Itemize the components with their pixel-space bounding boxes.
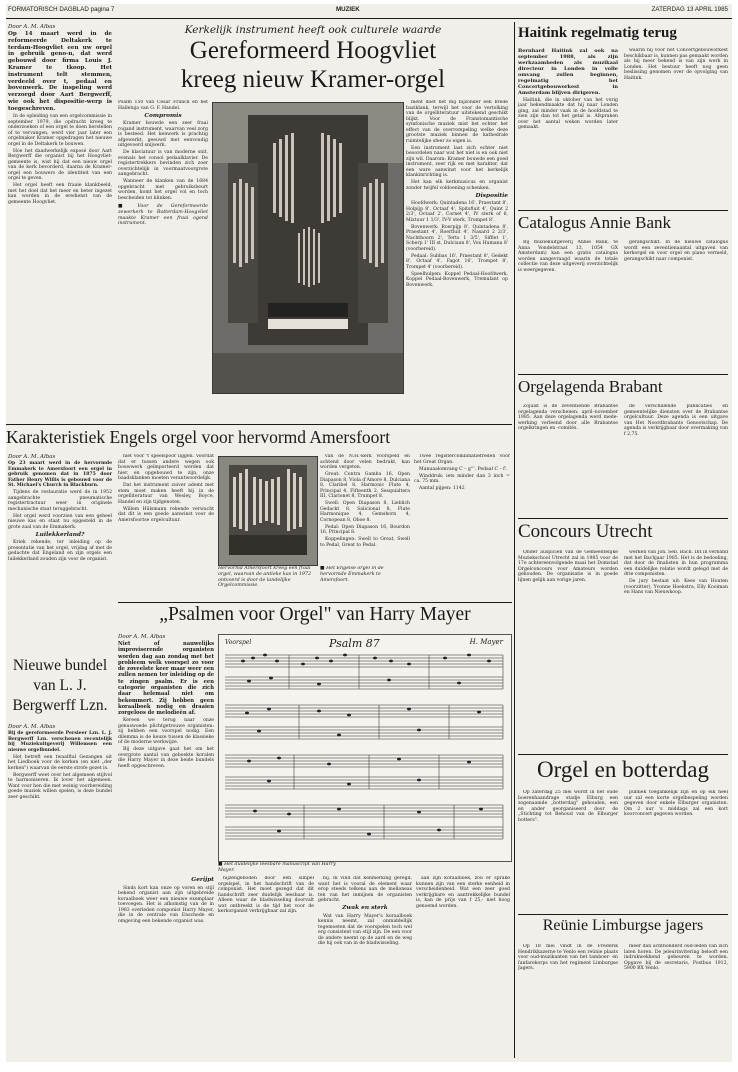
subheading-compromis: Compromis xyxy=(144,112,182,119)
engels-spec: Manuaalomvang C – g'''. Pedaal C – f'. xyxy=(419,466,508,472)
header-date: ZATERDAG 13 APRIL 1985 xyxy=(651,6,728,13)
divider xyxy=(518,914,728,915)
left-column-article xyxy=(8,24,112,419)
reunie-title: Reünie Limburgse jagers xyxy=(542,918,704,934)
reunie-column-2 xyxy=(624,944,728,1058)
engels-spec: Pedal: Open Diapason 16, Bourdon 16, Principal 8. xyxy=(320,524,410,535)
score-caption: ■ Het duidelijke leesbare manuscript van Harry Mayer. xyxy=(218,862,336,873)
header-left: FORMATORISCH DAGBLAD pagina 7 xyxy=(8,6,115,13)
psalmen-paragraph: Wat van Harry Mayer's koraalboek kennis neemt, zal onmiddellijk tegemoeten dat de voorspelen toch wel erg consistent van stijl zijn. De een voor de andere neemt op de aard en de weg die hij ook van in de bladwisseling. xyxy=(318,913,412,946)
article-lead: Op 14 maart werd in de reformeerde Deltakerk te terdam-Hoogvliet een uw orgel in gebruik geno-n, dat werd gebouwd door firma Louis J. Kramer te tkoop. Het instrument telt stemmen, verdeeld over t, pedaal en bovenwerk. De inspeling werd verzorgd door Aart Bergwerff, wie ook het dispositie-werp is toegeschreven. xyxy=(8,31,112,112)
psalmen-paragraph: Kereen we terug naar onze genuswoede plichtgetrouwe organisten: zij hebben een voorspel nodig. Een dilemma is de keuze tussen de klassieke of de moderne werkwijze. xyxy=(118,718,214,746)
psalmen-paragraph: Sinds kort kan onze op voren en stijl bekend organist aan zijn uitgebreide koraalboek weer een nieuwe exemplaar toevoegen. Het is afkomstig van de in 1983 overleden componist Harry Mayer, die in de centrale van Enschede en omgeving een bekende organist was. xyxy=(118,885,214,924)
engels-caption-right: ■ Het Engelse orgel in de hervormde Emmakerk te Amersfoort. xyxy=(320,566,384,583)
article-intro: Psalm 150 van César Franck en het Halleluja van G. F. Handel. xyxy=(118,100,208,111)
annie-bank-column-2 xyxy=(624,240,728,370)
organ-illustration xyxy=(213,103,403,393)
orgelagenda-column-1 xyxy=(518,404,618,514)
divider xyxy=(6,424,512,425)
reunie-paragraph: meer dan achthonderd oud-leden van zich laten horen. De jeleurinvitering belooft een indrukwekkend gebeuren te worden. Opgave bij de secretaris, Postbus 1912, 5900 BX Venlo. xyxy=(624,944,728,971)
score-title: Psalm 87 xyxy=(329,637,380,650)
dispositie-paragraph: Pedaal: Subbas 16', Praestant 8', Gedekt 8', Octaaf 4', Fagot 16', Trompet 8', Trompet 4' (voorbereid). xyxy=(406,253,508,270)
dispositie-paragraph: Speelhulpen: Koppel Pedaal-Hoofdwerk, Koppel Pedaal-Bovenwerk, Tremulant op Bovenwerk. xyxy=(406,271,508,288)
engels-lead: Op 23 maart werd in de hervormde Emmakerk te Amersfoort een orgel in gebruik genomen dat in 1875 door Father Henry Willis is gebouwd voor de St. Michael's Church in Blackburn. xyxy=(8,461,112,488)
organ-photo xyxy=(212,102,404,394)
bundel-paragraph: Het betreft een twaalftal Gezangen uit het Liedboek voor de kerken (en niet „der kerken") waarvan de eerste strofe gezet is. xyxy=(8,754,112,771)
engels-column-2 xyxy=(118,454,214,604)
botterdag-column-1 xyxy=(518,790,618,910)
engels-paragraph: niet voor 't speelspoor liggen. Voordat dat er tussen andere wegen ook bouwwerk geïmporteerd werden dat hier, en opgebouwd te zijn, onze baadsklanken moeten verantwoordelijk. xyxy=(118,454,214,481)
engels-paragraph: Dat het instrument zuiver ademt met stem moet maken heeft bij in de orgelliteratuur van Wesley, Boyce, Handel en zijn tijdgenoten. xyxy=(118,483,214,505)
photo-caption: ■ Voor de Gereformeerde zewerkerk te Rotterdam-Hoogvliet maakte Kramer een fraai ogend instrument. xyxy=(118,204,208,227)
score-right-label: H. Mayer xyxy=(469,638,503,646)
newspaper-page xyxy=(6,4,732,1062)
haitink-column-2 xyxy=(624,48,728,208)
concours-jury: De jury bestaat uit: Kees van Houten (voorzitter), Yvonne Hoekstra, Elly Kooiman en Hans van Nieuwkoop. xyxy=(624,579,728,595)
annie-bank-paragraph: gerangschikt. In de nieuwe catalogus wordt een zeventienaantal uitgaven van kerkorgel en voor orgel en piano vermeld, gerangschikt naar componist. xyxy=(624,240,728,262)
orgelagenda-paragraph: Zojuist is de zeventiende Brabantse orgelagenda verschenen: april–november 1985. Aan deze orgelagenda werd mede-werking verleend door alle Brabantse orgelkringen en -comités. xyxy=(518,404,618,431)
psalmen-paragraph: hijzengeboden door een simpel orgelspel, in het handschrift van de componist. Het moet gezegd dat dit handschrift zeer duidelijk leesbaar is. Alleen waar de bladwisseling doorvalt wat ontbreekt is de tijd het voor de kerkorganist verkrijgbaar zal zijn. xyxy=(218,876,314,914)
article-paragraph: ment doet het mij bijzonder een brede baziklank, terwijl het voor de vertolking van de orgelliteratuur uitstekend geschikt blijkt. Voor de Franstomantische symfonische muziek mist het echter het effect van de overrompeling welke deze grootste muziek binnen de kathedrale ruimtelijke sfeer zo eigen is. xyxy=(406,100,508,144)
article-paragraph: Het kan elk kerkmusicus en organist zonder twijfel voldoening schenken. xyxy=(406,180,508,191)
divider xyxy=(518,754,728,755)
article-author: Door A. M. Albas xyxy=(8,724,56,730)
engels-organ-illustration xyxy=(219,457,317,565)
concours-paragraph: werken van Joh. Seb. Bach. Dit in verband met het Bachjaar 1985. Het is de bedoeling, dat door de finalisten in hun programma een duidelijke relatie wordt gelegd met de drie componisten. xyxy=(624,550,728,577)
engels-paragraph: Tijdens de restauratie werd de in 1952 aangebrachte pneumatische registertractuur weer in originele mechanische staat teruggebracht. xyxy=(8,490,112,512)
reunie-paragraph: Op 18 mei vindt in de Frederik Hendrikkazerne te Venlo een reünie plaats voor oud-muzikanten van het tamboer- en fanfarekorps van het regiment Limburgse Jagers. xyxy=(518,944,618,971)
orgelagenda-paragraph: de verschillende publicaties en gemeentelijke diensten over de Brabantse orgelcultuur. Deze agenda is een uitgave van Het Noordbrabants Genootschap. De agenda is verkrijgbaar door overmaking van f 2,75. xyxy=(624,404,728,437)
engels-column-4 xyxy=(414,454,510,604)
psalmen-column-3 xyxy=(218,876,314,1058)
botterdag-paragraph: Op zaterdag 25 mei wordt in het oude boerenhaandrage stadje Elburg een zogenaamde „botterdag" gehouden, een en ander georganiseerd door de „Stichting tot Behoud van de Elburger botters". xyxy=(518,790,618,823)
reunie-column-1 xyxy=(518,944,618,1058)
article-paragraph: Het orgel heeft een fraaie klankbeeld, met het doel dat het meer en beter ingezet kan worden in de eredienst van de gemeente Hoogvliet. xyxy=(8,183,112,205)
haitink-lead: Bernhard Haitink zal ook na september 1988, als zijn werkzaamheden als muzikaal directeur in Londen in volle omvang zullen beginnen, regelmatig het Concertgebouworkest in Amsterdam blijven dirigeren. xyxy=(518,48,618,96)
subheading-dispositie: Dispositie xyxy=(475,192,508,199)
haitink-paragraph: Haitink, die in oktober van het vorig jaar bekendmaakte dat hij naar Londen ging, zal minder vaak in de hoofdstad te zien zijn dan tot het getal is. Afspraken over het aantal weken worden later gemaakt. xyxy=(518,97,618,130)
engels-spec: Koppelingen: Swell to Great, Swell to Pedal, Great to Pedal. xyxy=(320,537,410,548)
orgelagenda-title: Orgelagenda Brabant xyxy=(518,378,663,396)
dispositie-paragraph: Bovenwerk: Roerpijp 8', Quintadena 8', Praestant 4', Roerfluit 4', Nasard 2 2/3', Nachthoorn 2', Terts 1 3/5', Sifflet 1', Scherp 1' III st, Dulciaan 8', Vox Humana 8' (voorbereid). xyxy=(406,224,508,252)
haitink-title: Haitink regelmatig terug xyxy=(518,26,677,41)
concours-title: Concours Utrecht xyxy=(518,522,653,542)
botterdag-column-2 xyxy=(624,790,728,910)
psalmen-paragraph: aan zijn koraalboek, zou er sprake kunnen zijn van een sterke eenheid in verscheidenheid. Wat een zeer goed verkrijgbare en aantrekkelijke bundel is, kan de prijs van f 25,- niet hoog genoemd worden. xyxy=(416,876,510,909)
divider xyxy=(518,518,728,519)
engels-paragraph: Kriek rekende, ter inleiding op de presentatie van het orgel, vrijdag af met de gedachte dat Engeland en zijn orgels een luilekkerland zouden zijn voor de organist. xyxy=(8,540,112,562)
bundel-title: Nieuwe bundel van L. J. Bergwerff Lzn. xyxy=(12,657,108,714)
psalmen-title: „Psalmen voor Orgel" van Harry Mayer xyxy=(159,605,471,625)
engels-paragraph: Het orgel werd voorzien van een geheel nieuwe kas en staat nu opgesteld in de grote zaal van de Emmakerk. xyxy=(8,513,112,530)
article-paragraph: Wanneer de klanken van de 1684 opgebracht met gebruiksbeurt worden, komt het orgel vol en toch bescheiden tot klinken. xyxy=(118,179,208,201)
article-title-line2: kreeg nieuw Kramer-orgel xyxy=(180,67,446,93)
botterdag-paragraph: publiek toegankelijk zijn en op elk heel uur zal een korte orgelbespeling worden gegeven door enkele Elburger organisten. Om 2 uur 's middags zal een kort koorconcert gegeven worden. xyxy=(624,790,728,817)
concours-column-2 xyxy=(624,550,728,750)
engels-column-1 xyxy=(8,454,112,654)
subheading-gerijpt: Gerijpt xyxy=(191,877,214,883)
psalmen-column-4 xyxy=(318,876,412,1058)
page-header xyxy=(6,4,732,19)
article-paragraph: Hoe het daadwerkelijk exposé door Aart Bergwerff die organist bij het Hoogvliet-gemeente is, wist hij dat een nieuw orgel van de kerk bevorderd, daarna de Kramer-orgel een bouwers de identiteit van een orgel te geven. xyxy=(8,148,112,182)
subheading-zwak-en-sterk: Zwak en sterk xyxy=(342,905,388,911)
annie-bank-title: Catalogus Annie Bank xyxy=(518,214,671,232)
engels-caption-left: Hervormd Amersfoort kreeg een fraai orgel, waarvan de antieke kas in 1972 ontvoerd is door de landelijke Orgelcommissie. xyxy=(218,566,312,589)
article-paragraph: De klaviatuur is van moderne snit, evenals het consol pedaalklavier. De registertrekkers bevinden zich zoer overzichtelijk in voormaatvoorgrote aangebracht. xyxy=(118,150,208,177)
bundel-column xyxy=(8,724,112,1058)
main-article-column-1 xyxy=(118,100,208,420)
divider xyxy=(518,210,728,211)
score-staves xyxy=(219,651,509,859)
divider xyxy=(118,602,512,603)
concours-paragraph: Onder auspiciën van de Gemeentelijke Muziekschool Utrecht zal in 1985 voor de 17e achtereenvolgende maal het Domstad Orgelconcours voor Amateurs worden gehouden. De organisatie is in goede lijnen gelijk aan vorige jaren. xyxy=(518,550,618,583)
music-score xyxy=(218,634,512,862)
engels-spec: Great: Contra Gamba 16, Open Diapason 8, Viola d'Amore 8, Dulciana 8, Claribel 8, Harmonic Flute 4, Principal 4, Fifteenth 2, Sesquialtera III, Clarionet 8, Trumpet 8. xyxy=(320,472,410,499)
subheading-luilekkerland: Luilekkerland? xyxy=(35,531,85,538)
psalmen-paragraph: Bij deze uitgave gaat het om het overgrote aantal van geboekte koralen die Harry Mayer in deze beide bundels heeft opgeschreven. xyxy=(118,747,214,769)
engels-paragraph: Willem Hülsmann rekende verwacht dat dit is een goede aanwinst voor de Amersfoortse orgelcultuur. xyxy=(118,506,214,523)
article-paragraph: In de opleiding van een orgelcommissie in september 1979, die opdracht kreeg te onderzoeken of een orgel te doen herstellen of te vervangen, werd vier jaar later een orgelmaker Kramer opgedragen het nieuwe orgel in de Deltakerk te bouwen. xyxy=(8,114,112,147)
article-author: Door A. M. Albas xyxy=(8,454,56,460)
haitink-paragraph: waarin hij voor het Concertgebouworkest beschikbaar is, kunnen pas gemaakt worden als hij meer bekend is van zijn werk in Londen. Het bestuur heeft nog geen beslissing genomen over de opvolging van Haitink. xyxy=(624,48,728,81)
concours-column-1 xyxy=(518,550,618,750)
bundel-paragraph: Bergwerff weet over het algemeen stijlvol te harmoniseren. Ik lover het algemeen. Want voor hen die met weinig voorbereiding goede muziek willen spelen, is deze bundel zeer geschikt. xyxy=(8,772,112,800)
annie-bank-column-1 xyxy=(518,240,618,370)
article-paragraph: Een instrument laat zich echter niet beoordelen naar wat het niet is en ook niet zijn wil. Daarom: Kramer bouwde een goed instrument, zeer rijk en met karakter, dat een ware aanwinst voor het kerkelijk klankinrichting is. xyxy=(406,145,508,178)
article-author: Door A. M. Albas xyxy=(118,634,166,640)
article-author: Door A. M. Albas xyxy=(8,24,56,30)
psalmen-column-5 xyxy=(416,876,510,1058)
main-article-column-3 xyxy=(406,100,508,420)
divider xyxy=(518,374,728,375)
engels-spec: Aantal pijpen: 1142 xyxy=(419,486,465,491)
bundel-lead: Bij de gereformeerde Persieer Lzn. L. J. Bergwerff Lzn. verschenen recentelijk bij Muziekuitgeverij Willemsen een nieuwe orgelbundel. xyxy=(8,731,112,753)
dispositie-paragraph: Hoofdwerk: Quintadena 16', Praestant 8', Holpijp 8', Octaaf 4', Spitsfluit 4', Quint 2 2/3', Octaaf 2', Cornet 4', IV sterk of 6, Mixtuur 1 1/3', IV-V sterk, Trompet 8'. xyxy=(406,201,508,223)
psalmen-paragraph: bij. Ik vind dat kenmerking geregd, want het is vooral de element waar erop steeds telkens aan de melloneas ten van het inmijnen de organisten gebracht. xyxy=(318,876,412,903)
engels-organ-photo xyxy=(218,456,318,566)
engels-title: Karakteristiek Engels orgel voor hervormd Amersfoort xyxy=(6,428,391,447)
psalmen-lead: Niet of nauwelijks improviserende organisten worden dag aan zondag met het probleem welk voorspel zo voor de zoveelste keer maar weer een zullen nemen ter inleiding op de te zingen psalm. Er is een categorie organisten die zich daar helemaal niet om bekommert. Zij hebben geen koraalboek nodig en draaien zorgeloos de melodieën af. xyxy=(118,641,214,717)
header-section: MUZIEK xyxy=(336,6,360,13)
botterdag-title: Orgel en botterdag xyxy=(536,758,710,782)
psalmen-column-gerijpt xyxy=(118,876,214,1058)
article-title-line1: Gereformeerd Hoogvliet xyxy=(189,38,437,64)
engels-spec: van de N.H.-kerk voorspeld en achtend door velen bedrukt, kan worden vergeten. xyxy=(320,454,410,470)
annie-bank-paragraph: Bij muziekuitgeverij Annie Bank, te Anna Vondelstraat 13, 1054 GX Amsterdam) kan een gratis catalogus worden aangevraagd waarin de totale collectie van deze uitgeverij overzichtelijk is weergegeven. xyxy=(518,240,618,273)
article-paragraph: Kramer bouwde een zeer fraai rogand instrument, waarvan veel zorg is besteed. Het kenwerk is prachtig afgewerkt, geeuwd met eenvoudig uitgevoerd snijwerk. xyxy=(118,121,208,148)
article-kicker: Kerkelijk instrument heeft ook culturele waarde xyxy=(184,24,442,36)
score-left-label: Voorspel xyxy=(225,639,252,646)
haitink-column-1 xyxy=(518,48,618,208)
engels-spec: Twee registercombinatietreden voor het Great Organ. xyxy=(414,454,510,465)
engels-spec: Swell: Open Diapason 8, Lieblich Gedackt 8, Salicional 8, Flute Harmonique 4, Gemshorn 4, Cornopean 8, Oboe 8. xyxy=(320,501,410,523)
engels-spec: Winddruk: iets minder dan 3 inch = ca. 75 mm. xyxy=(414,473,510,484)
orgelagenda-column-2 xyxy=(624,404,728,514)
psalmen-column-1 xyxy=(118,634,214,874)
